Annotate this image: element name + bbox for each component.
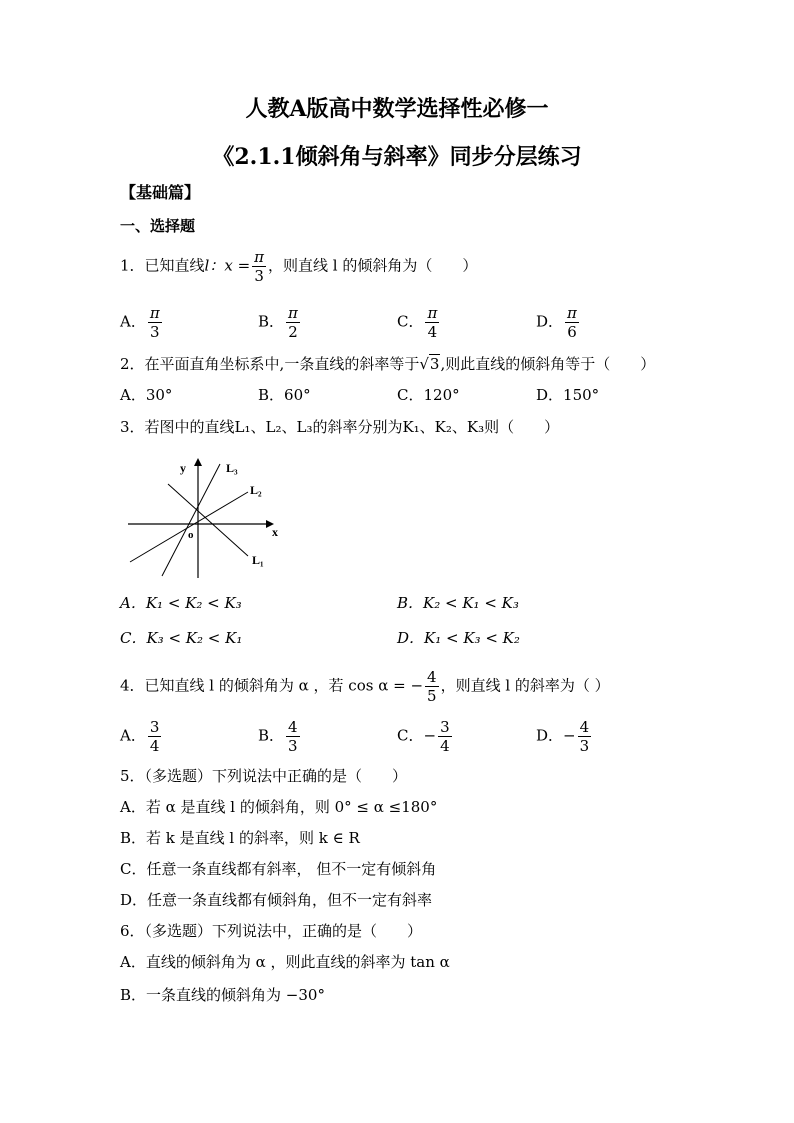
line-L3 [162, 464, 220, 576]
q1-prefix: 1．已知直线 [120, 256, 205, 275]
option-fraction [438, 718, 452, 755]
q5-option-a[interactable]: A．若 α 是直线 l 的倾斜角，则 0° ≤ α ≤180° [120, 798, 438, 816]
L1-label: L₁ [252, 553, 264, 567]
frac-den: 2 [288, 323, 298, 341]
lines-graph [122, 454, 292, 580]
q1-option-d[interactable] [536, 304, 581, 341]
q2-option-d[interactable]: D．150° [536, 386, 600, 404]
q1-suffix: ，则直线 l 的倾斜角为（ ） [268, 256, 478, 275]
question-6: 6．（多选题）下列说法中，正确的是（ ） [120, 922, 423, 940]
frac-den: 3 [579, 737, 590, 755]
option-fraction [148, 304, 162, 341]
q4-fraction [425, 668, 439, 705]
y-axis-arrow [194, 458, 202, 466]
q1-fraction [252, 248, 266, 285]
sqrt-sign: √ [419, 355, 429, 373]
L3-label: L₃ [226, 461, 238, 475]
option-label: D． [536, 726, 564, 745]
question-4 [120, 668, 610, 705]
option-label: A． [120, 726, 146, 745]
frac-den: 4 [427, 323, 438, 341]
q1-frac-num: π [254, 248, 265, 266]
q4-option-d[interactable] [536, 718, 593, 755]
frac-num: π [288, 304, 298, 322]
option-sign: − [423, 726, 437, 745]
question-2 [120, 353, 655, 375]
q5-option-b[interactable]: B．若 k 是直线 l 的斜率，则 k ∈ R [120, 829, 360, 847]
option-fraction [286, 304, 300, 341]
q3-option-d[interactable]: D．K₁ < K₃ < K₂ [397, 629, 520, 647]
q1-option-b[interactable] [258, 304, 302, 341]
frac-num: π [427, 304, 438, 322]
frac-den: 3 [288, 737, 298, 755]
frac-den: 6 [567, 323, 577, 341]
q2-option-c[interactable]: C．120° [397, 386, 460, 404]
line-L1 [168, 484, 248, 556]
q4-frac-den: 5 [427, 687, 437, 705]
q1-option-c[interactable] [397, 304, 441, 341]
q3-option-c[interactable]: C．K₃ < K₂ < K₁ [120, 629, 243, 647]
option-label: B． [258, 726, 285, 745]
x-label: x [272, 525, 278, 539]
q1-option-a[interactable] [120, 304, 164, 341]
q1-var: l [204, 256, 210, 275]
q1-eq: ：x = [209, 256, 251, 275]
option-sign: − [563, 726, 576, 745]
q5-option-d[interactable]: D．任意一条直线都有倾斜角，但不一定有斜率 [120, 891, 433, 909]
section-heading: 【基础篇】 [120, 183, 201, 202]
option-fraction [286, 718, 300, 755]
y-label: y [180, 461, 186, 475]
option-label: C． [397, 726, 424, 745]
frac-num: π [149, 304, 160, 322]
q4-prefix: 4．已知直线 l 的倾斜角为 α ，若 cos α = − [120, 676, 424, 695]
frac-den: 4 [440, 737, 450, 755]
frac-den: 3 [150, 323, 160, 341]
q3-option-b[interactable]: B．K₂ < K₁ < K₃ [397, 594, 519, 612]
question-5: 5．（多选题）下列说法中正确的是（ ） [120, 767, 408, 785]
q6-option-b[interactable]: B．一条直线的倾斜角为 −30° [120, 986, 325, 1004]
question-3: 3．若图中的直线L₁、L₂、L₃的斜率分别为K₁、K₂、K₃则（ ） [120, 418, 560, 436]
document-subtitle: 《2.1.1倾斜角与斜率》同步分层练习 [212, 144, 582, 170]
frac-num: 3 [149, 718, 160, 736]
option-fraction [425, 304, 439, 341]
q1-frac-den: 3 [254, 267, 264, 285]
q2-radical: 3 [429, 355, 440, 373]
q3-option-a[interactable]: A．K₁ < K₂ < K₃ [120, 594, 242, 612]
document-title: 人教A版高中数学选择性必修一 [245, 96, 549, 122]
option-label: D． [536, 312, 564, 331]
q2-option-a[interactable]: A．30° [120, 386, 173, 404]
q5-option-c[interactable]: C．任意一条直线都有斜率， 但不一定有倾斜角 [120, 860, 437, 878]
q4-suffix: ，则直线 l 的斜率为（ ） [440, 676, 610, 695]
L2-label: L₂ [250, 483, 262, 497]
option-label: A． [120, 312, 146, 331]
part-heading: 一、选择题 [120, 217, 196, 235]
q4-option-a[interactable] [120, 718, 163, 755]
option-fraction [578, 718, 592, 755]
frac-num: 4 [288, 718, 298, 736]
q6-option-a[interactable]: A．直线的倾斜角为 α ，则此直线的斜率为 tan α [120, 953, 450, 971]
q4-frac-num: 4 [427, 668, 437, 686]
frac-num: π [567, 304, 577, 322]
origin-label: o [188, 529, 194, 541]
option-fraction [565, 304, 579, 341]
frac-den: 4 [149, 737, 160, 755]
q2-prefix: 2．在平面直角坐标系中,一条直线的斜率等于 [120, 355, 420, 373]
q2-suffix: ,则此直线的倾斜角等于（ ） [440, 355, 656, 373]
option-label: C． [397, 312, 424, 331]
q4-option-b[interactable] [258, 718, 302, 755]
option-label: B． [258, 312, 285, 331]
frac-num: 4 [579, 718, 590, 736]
frac-num: 3 [440, 718, 450, 736]
q2-option-b[interactable]: B．60° [258, 386, 311, 404]
q4-option-c[interactable] [397, 718, 454, 755]
option-fraction [148, 718, 162, 755]
question-1 [120, 248, 477, 285]
